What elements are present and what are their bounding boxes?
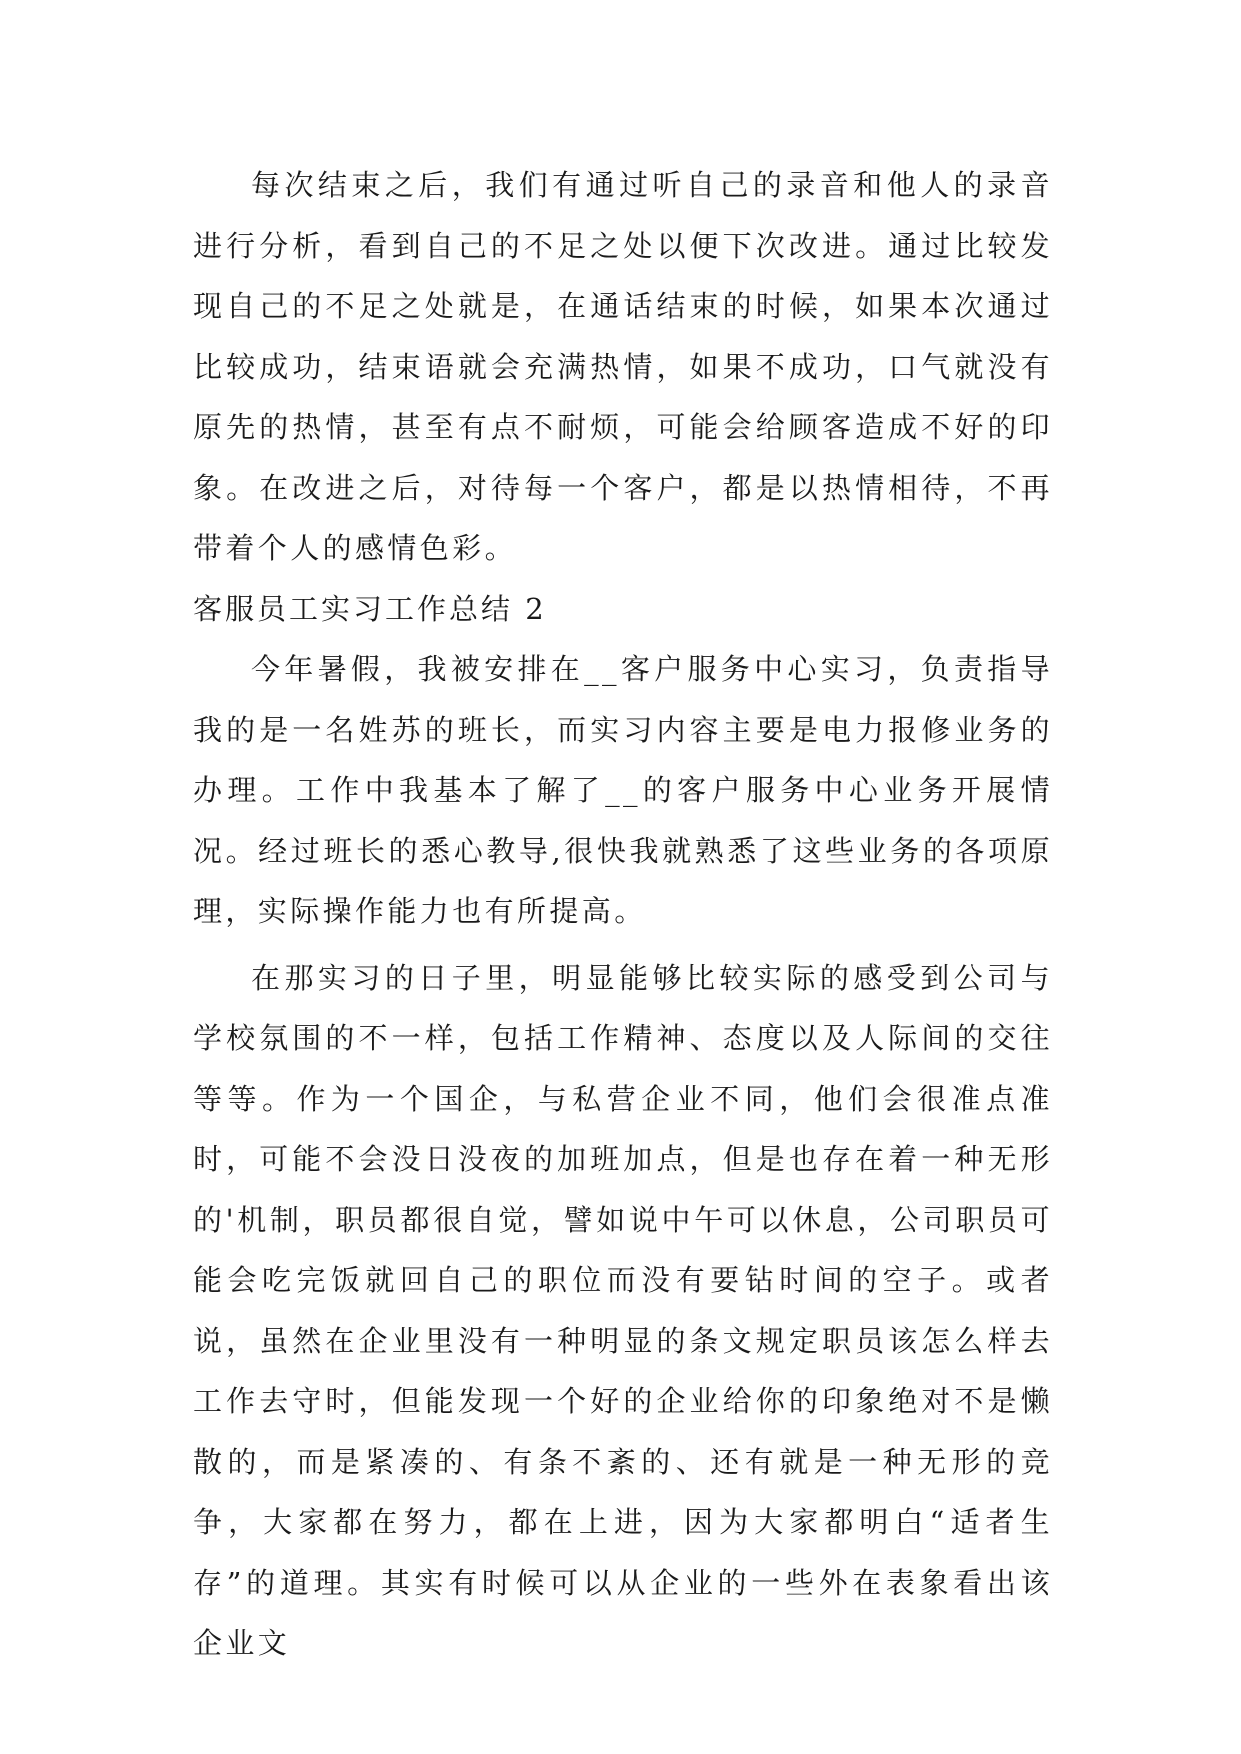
document-body	[193, 155, 1053, 1674]
paragraph-internship-intro: 今年暑假，我被安排在__客户服务中心实习，负责指导我的是一名姓苏的班长，而实习内容主要是电力报修业务的办理。工作中我基本了解了__的客户服务中心业务开展情况。经过班长的悉心教导,很快我就熟悉了这些业务的各项原理，实际操作能力也有所提高。	[193, 652, 1053, 928]
paragraph-company-atmosphere: 在那实习的日子里，明显能够比较实际的感受到公司与学校氛围的不一样，包括工作精神、态度以及人际间的交往等等。作为一个国企，与私营企业不同，他们会很准点准时，可能不会没日没夜的加班加点，但是也存在着一种无形的'机制，职员都很自觉，譬如说中午可以休息，公司职员可能会吃完饭就回自己的职位而没有要钻时间的空子。或者说，虽然在企业里没有一种明显的条文规定职员该怎么样去工作去守时，但能发现一个好的企业给你的印象绝对不是懒散的，而是紧凑的、有条不紊的、还有就是一种无形的竞争，大家都在努力，都在上进，因为大家都明白“适者生存”的道理。其实有时候可以从企业的一些外在表象看出该企业文	[193, 960, 1053, 1660]
paragraph-recording-review: 每次结束之后，我们有通过听自己的录音和他人的录音进行分析，看到自己的不足之处以便下次改进。通过比较发现自己的不足之处就是，在通话结束的时候，如果本次通过比较成功，结束语就会充满热情，如果不成功，口气就没有原先的热情，甚至有点不耐烦，可能会给顾客造成不好的印象。在改进之后，对待每一个客户，都是以热情相待，不再带着个人的感情色彩。	[193, 168, 1053, 565]
section-heading: 客服员工实习工作总结 2	[193, 591, 547, 626]
